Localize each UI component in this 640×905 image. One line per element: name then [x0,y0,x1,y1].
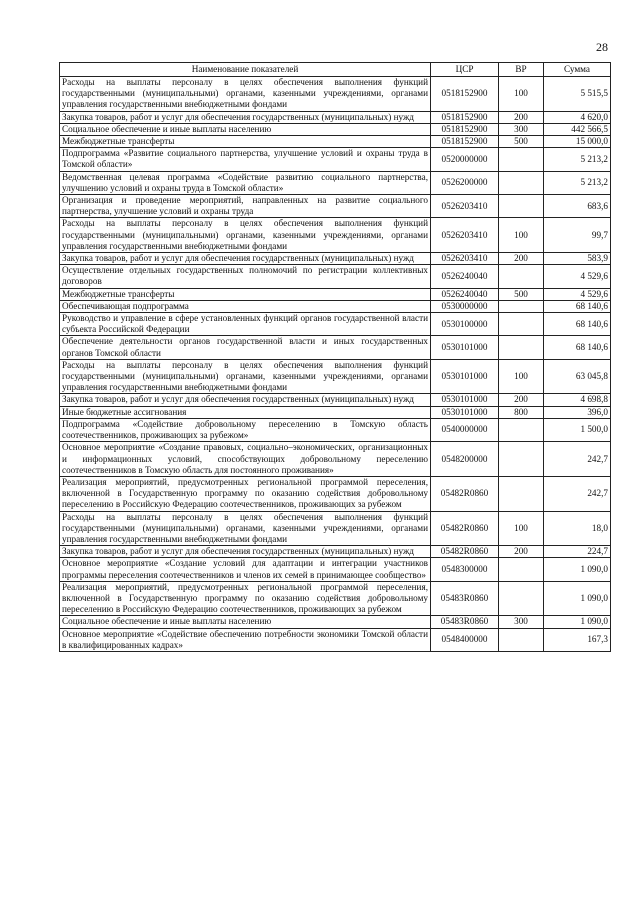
table-row [60,111,611,123]
row-name: Обеспечивающая подпрограмма [60,300,431,312]
row-vr [499,628,544,651]
row-code: 0530101000 [431,359,499,394]
table-row [60,336,611,359]
row-name: Реализация мероприятий, предусмотренных региональной программой переселения, включенной в Государственную программу по оказанию содействия добровольному переселению в Российскую Федерацию соотечественников, проживающих за рубежом [60,581,431,616]
row-sum: 242,7 [544,442,611,477]
row-sum: 4 698,8 [544,394,611,406]
row-name: Руководство и управление в сфере установленных функций органов государственной власти субъекта Российской Федерации [60,313,431,336]
row-vr: 100 [499,511,544,546]
row-code: 0530100000 [431,313,499,336]
row-name: Социальное обеспечение и иные выплаты населению [60,123,431,135]
row-code: 0540000000 [431,418,499,441]
row-vr [499,148,544,171]
row-code: 05482R0860 [431,476,499,511]
row-name: Подпрограмма «Развитие социального партнерства, улучшение условий и охраны труда в Томской области» [60,148,431,171]
table-row [60,359,611,394]
row-vr [499,442,544,477]
row-sum: 15 000,0 [544,136,611,148]
row-sum: 4 620,0 [544,111,611,123]
row-name: Осуществление отдельных государственных полномочий по регистрации коллективных договоров [60,265,431,288]
row-code: 0526203410 [431,218,499,253]
row-vr: 100 [499,218,544,253]
row-sum: 1 090,0 [544,616,611,628]
row-name: Межбюджетные трансферты [60,288,431,300]
column-header-name: Наименование показателей [60,63,431,77]
page-number: 28 [596,40,608,54]
table-row [60,476,611,511]
row-name: Закупка товаров, работ и услуг для обеспечения государственных (муниципальных) нужд [60,546,431,558]
row-sum: 4 529,6 [544,288,611,300]
row-name: Расходы на выплаты персоналу в целях обеспечения выполнения функций государственными (муниципальными) органами, казенными учреждениями, органами управления государственными внебюджетными фондами [60,359,431,394]
row-vr [499,171,544,194]
row-code: 05483R0860 [431,616,499,628]
table-row [60,628,611,651]
table-row [60,218,611,253]
table-row [60,546,611,558]
table-row [60,148,611,171]
row-sum: 1 500,0 [544,418,611,441]
row-vr: 100 [499,77,544,112]
row-sum: 68 140,6 [544,336,611,359]
row-code: 0520000000 [431,148,499,171]
row-name: Основное мероприятие «Создание правовых, социально–экономических, организационных и информационных условий, способствующих добровольному переселению соотечественников в Томскую область для постоянного проживания» [60,442,431,477]
row-name: Подпрограмма «Содействие добровольному переселению в Томскую область соотечественников, проживающих за рубежом» [60,418,431,441]
row-sum: 242,7 [544,476,611,511]
row-vr: 200 [499,546,544,558]
row-sum: 442 566,5 [544,123,611,135]
row-vr: 300 [499,123,544,135]
row-vr [499,195,544,218]
row-name: Социальное обеспечение и иные выплаты населению [60,616,431,628]
row-code: 0518152900 [431,111,499,123]
row-sum: 5 213,2 [544,148,611,171]
table-row [60,265,611,288]
row-vr [499,476,544,511]
row-code: 0548300000 [431,558,499,581]
row-code: 0530101000 [431,406,499,418]
row-vr [499,418,544,441]
row-vr [499,265,544,288]
row-sum: 396,0 [544,406,611,418]
row-sum: 63 045,8 [544,359,611,394]
row-name: Основное мероприятие «Содействие обеспечению потребности экономики Томской области в квалифицированных кадрах» [60,628,431,651]
row-sum: 18,0 [544,511,611,546]
row-name: Закупка товаров, работ и услуг для обеспечения государственных (муниципальных) нужд [60,253,431,265]
table-row [60,558,611,581]
table-row [60,442,611,477]
row-code: 0530101000 [431,394,499,406]
row-vr: 500 [499,288,544,300]
row-vr: 200 [499,253,544,265]
row-sum: 583,9 [544,253,611,265]
table-row [60,394,611,406]
table-row [60,253,611,265]
table-row [60,511,611,546]
row-name: Закупка товаров, работ и услуг для обеспечения государственных (муниципальных) нужд [60,111,431,123]
table-row [60,418,611,441]
column-header-code: ЦСР [431,63,499,77]
row-name: Расходы на выплаты персоналу в целях обеспечения выполнения функций государственными (муниципальными) органами, казенными учреждениями, органами управления государственными внебюджетными фондами [60,511,431,546]
table-row [60,171,611,194]
table-row [60,313,611,336]
table-row [60,195,611,218]
row-vr [499,300,544,312]
row-code: 0526203410 [431,253,499,265]
row-vr [499,581,544,616]
row-sum: 68 140,6 [544,300,611,312]
row-name: Закупка товаров, работ и услуг для обеспечения государственных (муниципальных) нужд [60,394,431,406]
row-sum: 5 213,2 [544,171,611,194]
row-code: 05483R0860 [431,581,499,616]
row-vr [499,336,544,359]
row-code: 05482R0860 [431,546,499,558]
row-vr: 200 [499,111,544,123]
row-code: 0530101000 [431,336,499,359]
row-code: 0518152900 [431,77,499,112]
row-code: 05482R0860 [431,511,499,546]
budget-table [59,62,611,652]
table-header-row [60,63,611,77]
table-row [60,581,611,616]
table-row [60,406,611,418]
row-vr [499,313,544,336]
row-vr: 100 [499,359,544,394]
row-name: Основное мероприятие «Создание условий для адаптации и интеграции участников программы переселения соотечественников и членов их семей в принимающее сообщество» [60,558,431,581]
row-name: Иные бюджетные ассигнования [60,406,431,418]
row-code: 0548200000 [431,442,499,477]
row-name: Расходы на выплаты персоналу в целях обеспечения выполнения функций государственными (муниципальными) органами, казенными учреждениями, органами управления государственными внебюджетными фондами [60,218,431,253]
row-sum: 683,6 [544,195,611,218]
row-code: 0526240040 [431,265,499,288]
row-vr: 200 [499,394,544,406]
row-name: Обеспечение деятельности органов государственной власти и иных государственных органов Томской области [60,336,431,359]
row-name: Ведомственная целевая программа «Содействие развитию социального партнерства, улучшению условий и охраны труда в Томской области» [60,171,431,194]
row-sum: 1 090,0 [544,581,611,616]
row-code: 0530000000 [431,300,499,312]
row-sum: 1 090,0 [544,558,611,581]
row-sum: 68 140,6 [544,313,611,336]
row-sum: 4 529,6 [544,265,611,288]
row-name: Реализация мероприятий, предусмотренных региональной программой переселения, включенной в Государственную программу по оказанию содействия добровольному переселению в Российскую Федерацию соотечественников, проживающих за рубежом [60,476,431,511]
column-header-vr: ВР [499,63,544,77]
table-row [60,300,611,312]
row-code: 0526240040 [431,288,499,300]
row-name: Межбюджетные трансферты [60,136,431,148]
row-vr: 300 [499,616,544,628]
row-code: 0518152900 [431,123,499,135]
row-vr: 500 [499,136,544,148]
row-name: Расходы на выплаты персоналу в целях обеспечения выполнения функций государственными (муниципальными) органами, казенными учреждениями, органами управления государственными внебюджетными фондами [60,77,431,112]
table-row [60,616,611,628]
row-code: 0518152900 [431,136,499,148]
table-row [60,77,611,112]
row-code: 0526200000 [431,171,499,194]
row-code: 0526203410 [431,195,499,218]
table-row [60,123,611,135]
row-vr: 800 [499,406,544,418]
row-sum: 167,3 [544,628,611,651]
table-row [60,136,611,148]
column-header-sum: Сумма [544,63,611,77]
table-row [60,288,611,300]
row-sum: 5 515,5 [544,77,611,112]
row-sum: 224,7 [544,546,611,558]
row-name: Организация и проведение мероприятий, направленных на развитие социального партнерства, улучшение условий и охраны труда [60,195,431,218]
row-sum: 99,7 [544,218,611,253]
row-code: 0548400000 [431,628,499,651]
row-vr [499,558,544,581]
